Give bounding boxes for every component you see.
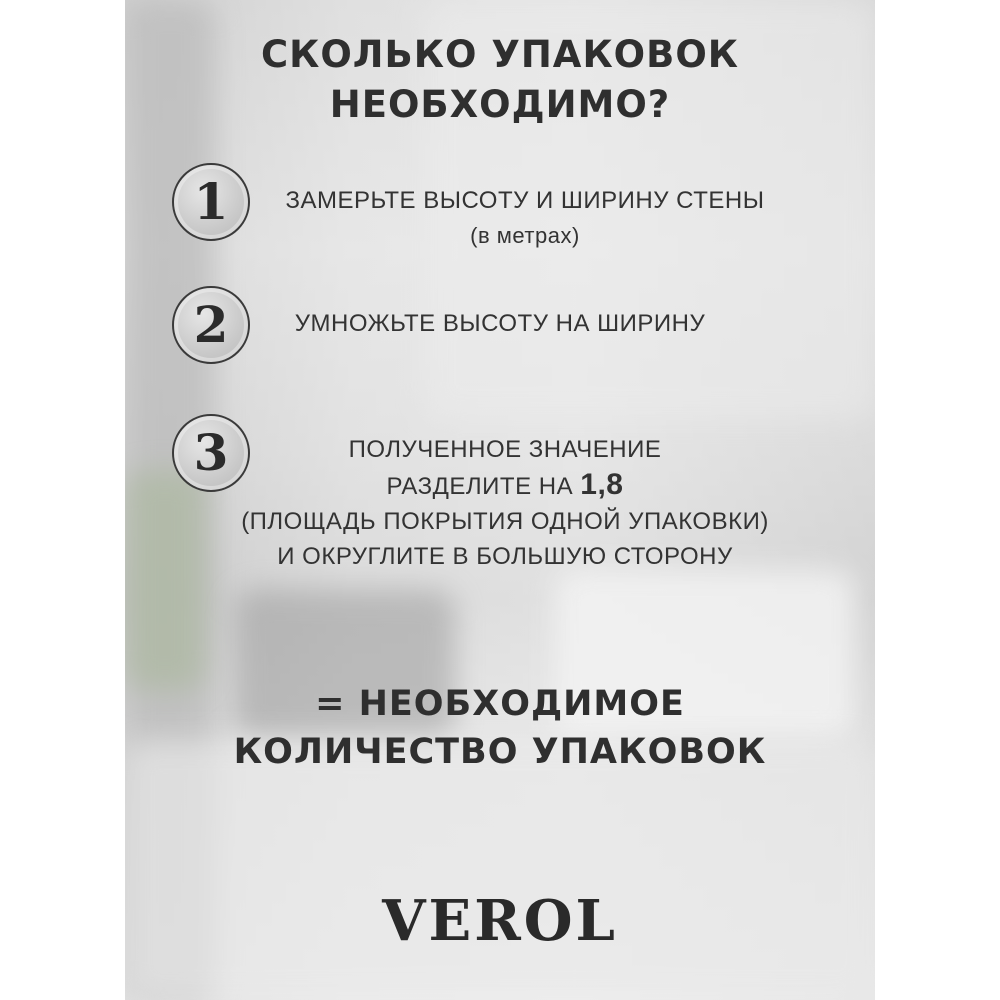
step-1-badge <box>172 163 250 241</box>
result-line-2: КОЛИЧЕСТВО УПАКОВОК <box>233 732 767 772</box>
result-text <box>125 680 875 776</box>
background-plant <box>125 470 205 690</box>
step-3-line-1: ПОЛУЧЕННОЕ ЗНАЧЕНИЕ <box>348 436 662 463</box>
step-3-number: 3 <box>193 423 229 482</box>
infographic-card <box>125 0 875 1000</box>
step-3-text <box>195 432 815 574</box>
step-3-line-4: И ОКРУГЛИТЕ В БОЛЬШУЮ СТОРОНУ <box>277 543 733 570</box>
step-1-text <box>250 183 800 253</box>
step-3-line-2 <box>195 467 815 504</box>
coverage-value: 1,8 <box>580 468 624 501</box>
step-3-line-2-prefix: РАЗДЕЛИТЕ НА <box>386 473 581 500</box>
step-2-line-1: УМНОЖЬТЕ ВЫСОТУ НА ШИРИНУ <box>294 310 706 337</box>
result-line-1: = НЕОБХОДИМОЕ <box>315 684 685 724</box>
step-2-text <box>250 306 750 341</box>
title-line-1: СКОЛЬКО УПАКОВОК <box>260 33 740 76</box>
step-1-number: 1 <box>193 172 229 231</box>
step-3-line-3: (ПЛОЩАДЬ ПОКРЫТИЯ ОДНОЙ УПАКОВКИ) <box>241 508 769 535</box>
page-title <box>125 30 875 130</box>
background-floor <box>125 740 875 1000</box>
step-2-badge <box>172 286 250 364</box>
brand-logo: VEROL <box>382 888 618 954</box>
step-1-line-2: (в метрах) <box>470 223 580 248</box>
step-1-line-1: ЗАМЕРЬТЕ ВЫСОТУ И ШИРИНУ СТЕНЫ <box>285 187 765 214</box>
step-2-number: 2 <box>193 295 229 354</box>
title-line-2: НЕОБХОДИМО? <box>329 83 671 126</box>
